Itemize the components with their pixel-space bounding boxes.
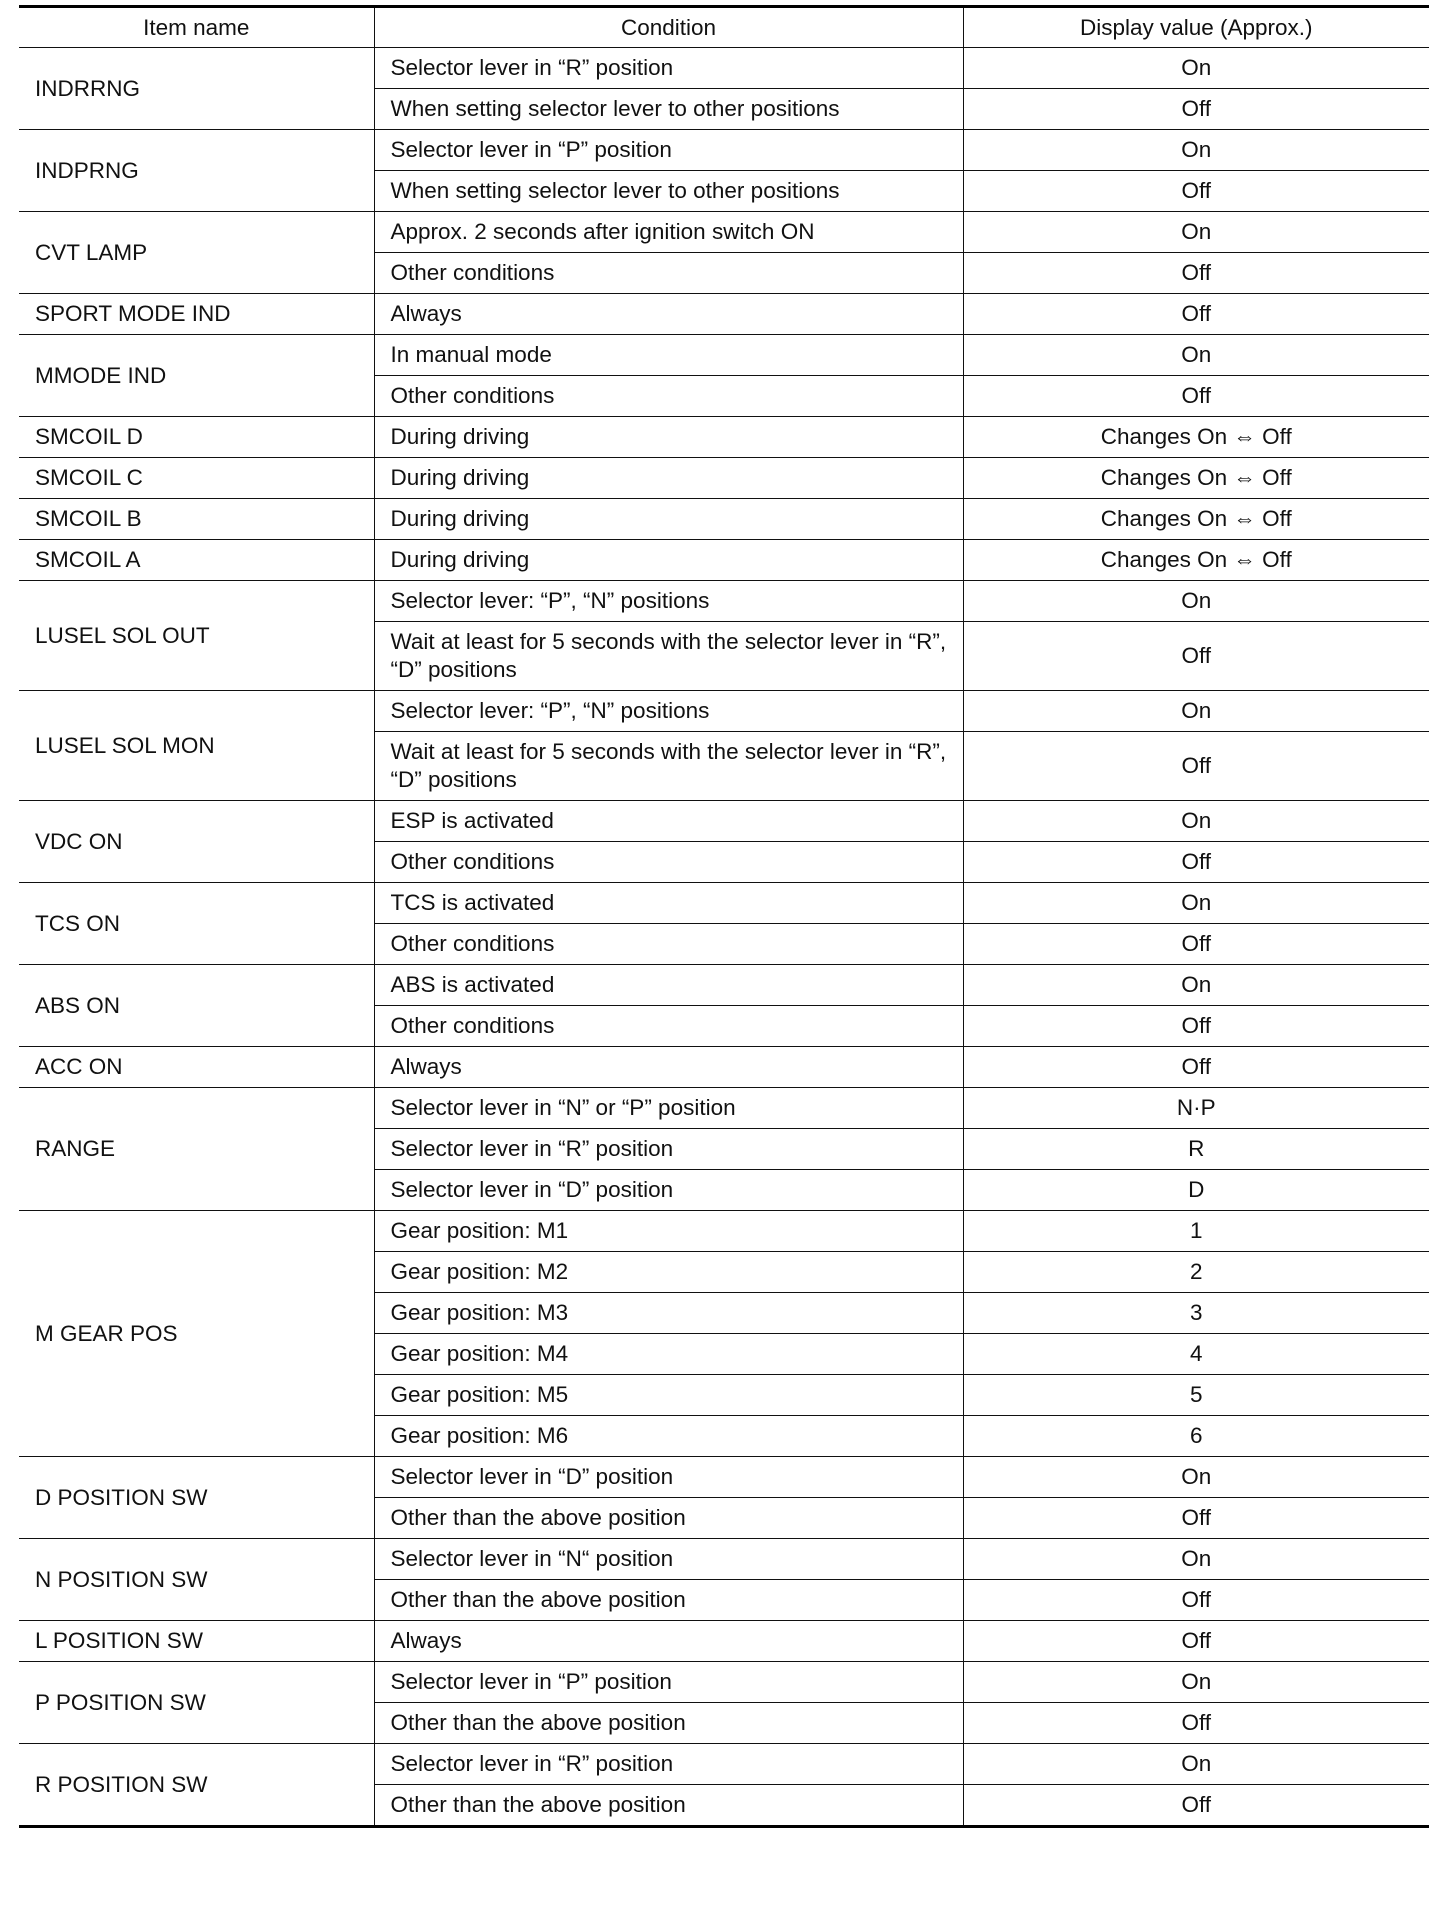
table-row	[19, 417, 1429, 458]
item-name-cell: R POSITION SW	[19, 1744, 374, 1827]
condition-cell: Gear position: M4	[374, 1334, 963, 1375]
condition-cell: Gear position: M5	[374, 1375, 963, 1416]
condition-cell: Selector lever in “P” position	[374, 1662, 963, 1703]
table-body	[19, 48, 1429, 1827]
item-name-cell: D POSITION SW	[19, 1457, 374, 1539]
display-value-cell: Off	[963, 1498, 1429, 1539]
item-name-cell: SMCOIL D	[19, 417, 374, 458]
condition-cell: Always	[374, 294, 963, 335]
table-row	[19, 458, 1429, 499]
display-value-cell: Changes On ⇔ Off	[963, 458, 1429, 499]
display-value-cell: Off	[963, 732, 1429, 801]
condition-cell: Gear position: M3	[374, 1293, 963, 1334]
header-condition: Condition	[374, 7, 963, 48]
condition-cell: Other than the above position	[374, 1498, 963, 1539]
condition-cell: Wait at least for 5 seconds with the selector lever in “R”, “D” positions	[374, 732, 963, 801]
condition-cell: Selector lever: “P”, “N” positions	[374, 691, 963, 732]
display-value-cell: R	[963, 1129, 1429, 1170]
item-name-cell: SPORT MODE IND	[19, 294, 374, 335]
item-name-cell: INDPRNG	[19, 130, 374, 212]
condition-cell: ESP is activated	[374, 801, 963, 842]
table-row	[19, 1662, 1429, 1703]
condition-cell: Approx. 2 seconds after ignition switch ON	[374, 212, 963, 253]
condition-cell: During driving	[374, 540, 963, 581]
table-row	[19, 335, 1429, 376]
condition-cell: When setting selector lever to other positions	[374, 89, 963, 130]
table-row	[19, 540, 1429, 581]
display-value-cell: Changes On ⇔ Off	[963, 540, 1429, 581]
display-value-cell: Off	[963, 294, 1429, 335]
display-value-cell: On	[963, 801, 1429, 842]
display-value-cell: Off	[963, 1621, 1429, 1662]
table-row	[19, 212, 1429, 253]
condition-cell: Other than the above position	[374, 1580, 963, 1621]
display-value-cell: Off	[963, 842, 1429, 883]
display-value-cell: 3	[963, 1293, 1429, 1334]
data-monitor-table-container	[19, 5, 1429, 1828]
display-value-cell: On	[963, 691, 1429, 732]
display-value-cell: 2	[963, 1252, 1429, 1293]
table-row	[19, 1211, 1429, 1252]
display-value-cell: Off	[963, 622, 1429, 691]
table-row	[19, 294, 1429, 335]
table-header-row	[19, 7, 1429, 48]
condition-cell: Other than the above position	[374, 1703, 963, 1744]
table-row	[19, 1621, 1429, 1662]
item-name-cell: LUSEL SOL OUT	[19, 581, 374, 691]
condition-cell: Selector lever in “N” or “P” position	[374, 1088, 963, 1129]
item-name-cell: ABS ON	[19, 965, 374, 1047]
condition-cell: Selector lever in “R” position	[374, 1744, 963, 1785]
item-name-cell: CVT LAMP	[19, 212, 374, 294]
display-value-cell: On	[963, 965, 1429, 1006]
condition-cell: During driving	[374, 499, 963, 540]
display-value-cell: Off	[963, 1047, 1429, 1088]
display-value-cell: 5	[963, 1375, 1429, 1416]
display-value-cell: On	[963, 130, 1429, 171]
condition-cell: During driving	[374, 458, 963, 499]
display-value-cell: Changes On ⇔ Off	[963, 499, 1429, 540]
display-value-cell: Off	[963, 1785, 1429, 1827]
display-value-cell: Off	[963, 924, 1429, 965]
display-value-cell: 4	[963, 1334, 1429, 1375]
display-value-cell: Off	[963, 89, 1429, 130]
display-value-cell: On	[963, 1539, 1429, 1580]
condition-cell: ABS is activated	[374, 965, 963, 1006]
item-name-cell: L POSITION SW	[19, 1621, 374, 1662]
condition-cell: Other conditions	[374, 842, 963, 883]
item-name-cell: P POSITION SW	[19, 1662, 374, 1744]
display-value-cell: D	[963, 1170, 1429, 1211]
condition-cell: Gear position: M1	[374, 1211, 963, 1252]
table-row	[19, 1744, 1429, 1785]
item-name-cell: SMCOIL A	[19, 540, 374, 581]
condition-cell: When setting selector lever to other positions	[374, 171, 963, 212]
table-row	[19, 48, 1429, 89]
display-value-cell: Off	[963, 1580, 1429, 1621]
condition-cell: Selector lever in “D” position	[374, 1457, 963, 1498]
display-value-cell: On	[963, 883, 1429, 924]
display-value-cell: 6	[963, 1416, 1429, 1457]
display-value-cell: Off	[963, 376, 1429, 417]
condition-cell: Other conditions	[374, 1006, 963, 1047]
display-value-cell: Off	[963, 253, 1429, 294]
condition-cell: Gear position: M2	[374, 1252, 963, 1293]
display-value-cell: On	[963, 1457, 1429, 1498]
condition-cell: Other than the above position	[374, 1785, 963, 1827]
item-name-cell: M GEAR POS	[19, 1211, 374, 1457]
display-value-cell: Off	[963, 171, 1429, 212]
condition-cell: Always	[374, 1621, 963, 1662]
display-value-cell: Off	[963, 1006, 1429, 1047]
display-value-cell: Off	[963, 1703, 1429, 1744]
table-row	[19, 130, 1429, 171]
display-value-cell: N·P	[963, 1088, 1429, 1129]
condition-cell: In manual mode	[374, 335, 963, 376]
table-row	[19, 1047, 1429, 1088]
item-name-cell: TCS ON	[19, 883, 374, 965]
item-name-cell: LUSEL SOL MON	[19, 691, 374, 801]
display-value-cell: On	[963, 1662, 1429, 1703]
display-value-cell: On	[963, 48, 1429, 89]
table-row	[19, 1457, 1429, 1498]
condition-cell: During driving	[374, 417, 963, 458]
item-name-cell: RANGE	[19, 1088, 374, 1211]
condition-cell: Other conditions	[374, 924, 963, 965]
item-name-cell: SMCOIL C	[19, 458, 374, 499]
data-monitor-table	[19, 5, 1429, 1828]
condition-cell: Gear position: M6	[374, 1416, 963, 1457]
item-name-cell: N POSITION SW	[19, 1539, 374, 1621]
condition-cell: TCS is activated	[374, 883, 963, 924]
condition-cell: Selector lever in “D” position	[374, 1170, 963, 1211]
condition-cell: Always	[374, 1047, 963, 1088]
item-name-cell: MMODE IND	[19, 335, 374, 417]
item-name-cell: ACC ON	[19, 1047, 374, 1088]
display-value-cell: Changes On ⇔ Off	[963, 417, 1429, 458]
table-row	[19, 965, 1429, 1006]
display-value-cell: On	[963, 581, 1429, 622]
table-row	[19, 801, 1429, 842]
condition-cell: Selector lever in “P” position	[374, 130, 963, 171]
item-name-cell: INDRRNG	[19, 48, 374, 130]
display-value-cell: On	[963, 335, 1429, 376]
table-row	[19, 499, 1429, 540]
table-row	[19, 883, 1429, 924]
table-row	[19, 691, 1429, 732]
table-row	[19, 1088, 1429, 1129]
display-value-cell: On	[963, 1744, 1429, 1785]
item-name-cell: SMCOIL B	[19, 499, 374, 540]
item-name-cell: VDC ON	[19, 801, 374, 883]
table-row	[19, 1539, 1429, 1580]
header-item-name: Item name	[19, 7, 374, 48]
header-display-value: Display value (Approx.)	[963, 7, 1429, 48]
table-row	[19, 581, 1429, 622]
condition-cell: Selector lever in “N“ position	[374, 1539, 963, 1580]
display-value-cell: On	[963, 212, 1429, 253]
display-value-cell: 1	[963, 1211, 1429, 1252]
condition-cell: Selector lever in “R” position	[374, 1129, 963, 1170]
condition-cell: Selector lever: “P”, “N” positions	[374, 581, 963, 622]
condition-cell: Other conditions	[374, 376, 963, 417]
condition-cell: Selector lever in “R” position	[374, 48, 963, 89]
condition-cell: Other conditions	[374, 253, 963, 294]
condition-cell: Wait at least for 5 seconds with the selector lever in “R”, “D” positions	[374, 622, 963, 691]
